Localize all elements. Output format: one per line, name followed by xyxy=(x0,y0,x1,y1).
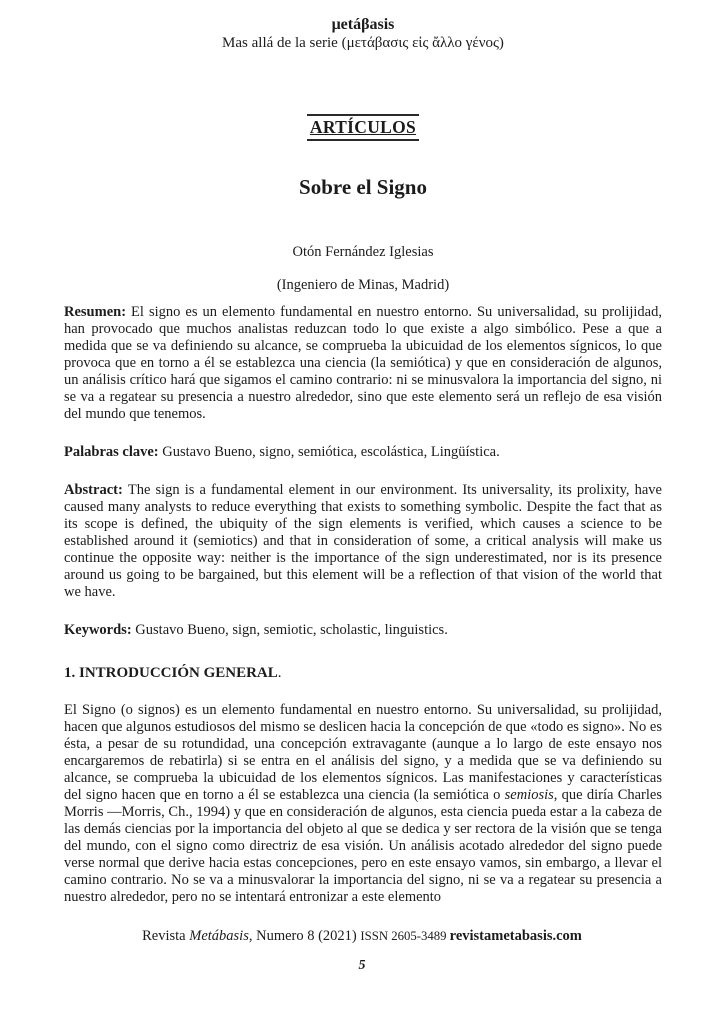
journal-footer: Revista Metábasis, Numero 8 (2021) ISSN 2605-3489 revistametabasis.com xyxy=(142,928,582,944)
palabras-clave-line: Palabras clave: Gustavo Bueno, signo, semiótica, escolástica, Lingüística. xyxy=(64,444,500,460)
article-author: Otón Fernández Iglesias xyxy=(292,244,434,260)
introduction-paragraph: El Signo (o signos) es un elemento fundamental en nuestro entorno. Su universalidad, su prolijidad, hacen que algunos estudiosos del mismo se deslicen hacia la concepción de que «todo es signo». No es ésta, a pesar de su rotundidad, una concepción extravagante (aunque a lo largo de este ensayo nos encargaremos de rebatirla) si se entra en el análisis del signo, y a medida que se va definiendo su alcance, se comprueba la ubicuidad de los elementos sígnicos. Las manifestaciones y características del signo hacen que en torno a él se establezca una ciencia (la semiótica o semiosis, que diría Charles Morris —Morris, Ch., 1994) y que en consideración de algunos, esta ciencia pueda estar a la cabeza de las demás ciencias por la importancia del objeto al que se dedica y ser rectora de la visión que se tenga del mundo, con el signo como directriz de esa visión. Un análisis acotado alrededor del signo puede verse normal que derive hacia estas concepciones, pero en este ensayo vamos, sin embargo, a llevar el camino contrario. No se va a minusvalorar la importancia del signo, ni se va a regatear su presencia a nuestro alrededor, pero no se intentará entronizar a este elemento xyxy=(64,702,662,905)
article-affiliation: (Ingeniero de Minas, Madrid) xyxy=(276,277,450,293)
page-number: 5 xyxy=(358,958,366,973)
abstract-paragraph: Abstract: The sign is a fundamental element in our environment. Its universality, its prolixity, have caused many analysts to reduce everything that exists to something symbolic. Despite the fact that as its scope is defined, the ubiquity of the sign elements is verified, which causes a science to be established around it (semiotics) and that in consideration of some, a critical analysis will make us continue the opposite way: neither is the importance of the sign underestimated, nor is its presence around us going to be bargained, but this element will be a reflection of that vision of the world that we have. xyxy=(64,482,662,600)
journal-name: μetáβasis xyxy=(331,16,395,33)
section-1-heading: 1. INTRODUCCIÓN GENERAL. xyxy=(64,665,282,681)
section-label-row xyxy=(64,114,662,141)
journal-subtitle: Mas allá de la serie (μετάβασις εἰς ἄλλο γένος) xyxy=(222,35,504,51)
section-label: ARTÍCULOS xyxy=(307,114,419,141)
resumen-paragraph: Resumen: El signo es un elemento fundamental en nuestro entorno. Su universalidad, su prolijidad, han provocado que muchos analistas reduzcan todo lo que existe a algo simbólico. Pese a que a medida que se va definiendo su alcance, se comprueba la ubicuidad de los elementos sígnicos, lo que provoca que en torno a él se establezca una ciencia (la semiótica) y que en consideración de algunos, un análisis crítico hará que sigamos el camino contrario: ni se minusvalora la importancia del signo, ni se va a regatear su presencia a nuestro alrededor, sino que este elemento será un reflejo de esa visión del mundo que tenemos. xyxy=(64,304,662,422)
article-title: Sobre el Signo xyxy=(299,175,427,199)
journal-header xyxy=(64,16,662,52)
keywords-line: Keywords: Gustavo Bueno, sign, semiotic, scholastic, linguistics. xyxy=(64,622,448,638)
